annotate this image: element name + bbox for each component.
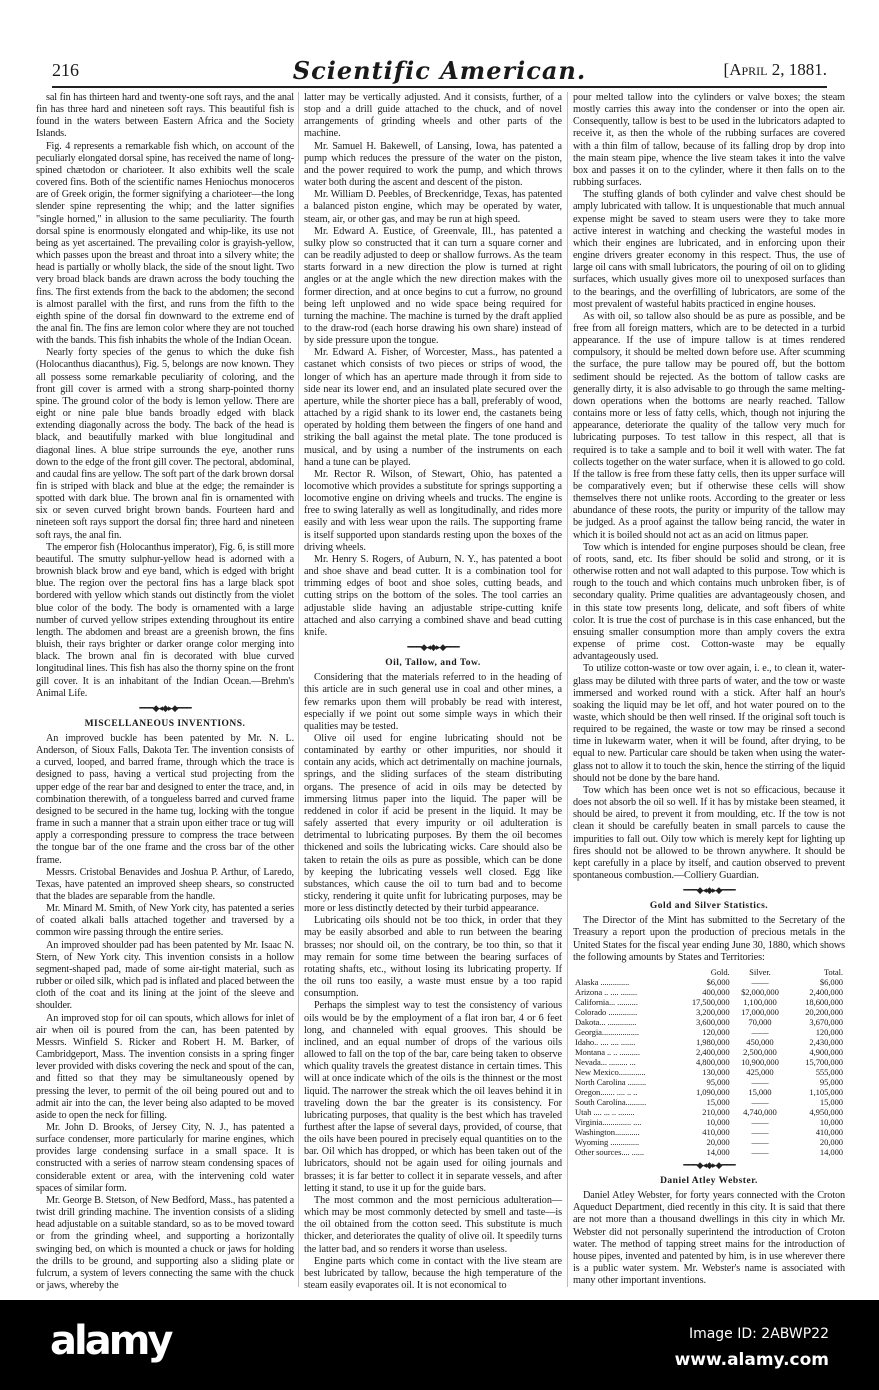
column-header: Gold. bbox=[710, 966, 730, 977]
table-row bbox=[573, 997, 845, 1007]
paragraph: Mr. John D. Brooks, of Jersey City, N. J., has patented a surface condenser, more particularly for marine engines, which provides large condensing surface in a small space. It is constructed with a series of narrow steam condensing spaces of considerable extent or area, with the intervening cold water spaces of similar form. bbox=[36, 1121, 294, 1194]
table-cell: Utah .... ... .. ........ bbox=[575, 1106, 635, 1117]
paragraph: The most common and the most pernicious adulteration—which may be most commonly detected by smell and taste—is the oil obtained from the cotton seed. This substitute is much thicker, and deteriorates the quality of olive oil. It speedily turns the latter bad, and so renders it worse than useless. bbox=[304, 1194, 562, 1255]
table-cell: New Mexico............. bbox=[575, 1066, 646, 1077]
table-cell: California... .......... bbox=[575, 996, 638, 1007]
table-cell: —— bbox=[751, 1096, 769, 1107]
table-cell: 17,500,000 bbox=[691, 996, 730, 1007]
table-cell: 1,090,000 bbox=[696, 1086, 730, 1097]
table-row bbox=[573, 987, 845, 997]
table-row bbox=[573, 1087, 845, 1097]
watermark-footer bbox=[0, 1300, 879, 1390]
table-cell: 10,900,000 bbox=[741, 1056, 779, 1067]
ornament-divider: ━━━◆◂◆▸◆━━━ bbox=[407, 642, 459, 653]
table-cell: —— bbox=[751, 1076, 769, 1087]
column-header bbox=[573, 967, 675, 977]
paragraph: Engine parts which come in contact with the live steam are best lubricated by tallow, because the high temperature of the steam easily evaporates oil. It is not economical to bbox=[304, 1255, 562, 1291]
table-cell: Georgia.................. bbox=[575, 1026, 639, 1037]
table-cell: Dakota... .............. bbox=[575, 1016, 637, 1027]
column-divider bbox=[298, 92, 299, 1287]
table-row bbox=[573, 1117, 845, 1127]
page-number: 216 bbox=[52, 60, 79, 80]
table-cell: 14,000 bbox=[706, 1146, 730, 1157]
table-cell: Wyoming .............. bbox=[575, 1136, 640, 1147]
table-cell: $6,000 bbox=[819, 976, 843, 987]
table-cell: 400,000 bbox=[702, 986, 730, 997]
paragraph: Tow which has been once wet is not so efficacious, because it does not absorb the oil so well. If it has by mistake been steamed, it should be aired, to prevent it from moulding, etc. If the tow is not clean it should be carefully beaten in small parcels to cause the impurities to fall out. Oily tow which is merely kept for lighting up fires should not be allowed to be thrown anywhere. It should be kept carefully in a place by itself, and caution observed to prevent spontaneous combustion.—Colliery Guardian. bbox=[573, 784, 845, 881]
table-cell: 95,000 bbox=[706, 1076, 730, 1087]
table-cell: —— bbox=[751, 1136, 769, 1147]
paragraph: To utilize cotton-waste or tow over again, i. e., to clean it, water-glass may be diluted with three parts of water, and the tow or waste immersed and worked round with a stick. After half an hour's soaking the liquid may be let off, and hot water poured on to the waste, which should be then well rinsed. If the original soft touch is required to be regained, the waste or tow may be rinsed a second time in lukewarm water, when it will be found, after drying, to be equal to new. Particular care should be taken when using the water-glass not to allow it to touch the skin, hence the stirring of the liquid should not be done by the bare hand. bbox=[573, 663, 845, 784]
table-row bbox=[573, 1057, 845, 1067]
table-cell: 20,000 bbox=[819, 1136, 843, 1147]
table-cell: 15,000 bbox=[748, 1086, 772, 1097]
table-cell: 3,200,000 bbox=[696, 1006, 730, 1017]
table-row bbox=[573, 1007, 845, 1017]
paragraph: Olive oil used for engine lubricating should not be contaminated by earthy or other impurities, nor should it contain any acids, which act detrimentally on machine journals, springs, and the sliding surfaces of the steam distributing organs. The presence of acid in oils may be detected by immersing litmus paper into the liquid. The paper will be reddened in color if acid be present in the liquid. It may be safely asserted that every impurity or oil adulteration is detrimental to lubricating purposes. By them the oil becomes thickened and soils the lubricating wicks. Care should also be taken to retain the oils as pure as possible, which can be done by keeping the lubricating vessels well closed. Egg like substances, which cause the oil to turn bad and to become sticky, rendering it quite unfit for lubricating purposes, may be more or less distinctly detected by their turbid appearance. bbox=[304, 732, 562, 915]
ornament-divider: ━━━◆◂◆▸◆━━━ bbox=[683, 885, 735, 896]
table-cell: 410,000 bbox=[702, 1126, 730, 1137]
paragraph: Lubricating oils should not be too thick, in order that they may be easily absorbed and able to run between the bearing brasses; nor should oil, on the contrary, be too thin, so that it may remain for some time between the bearing surfaces of rotating shafts, etc., without losing its lubricating property. If the oil runs too easily, a waste must ensue by a too rapid consumption. bbox=[304, 915, 562, 1000]
table-row bbox=[573, 1017, 845, 1027]
paragraph: Mr. Edward A. Eustice, of Greenvale, Ill., has patented a sulky plow so constructed that it can turn a square corner and can be readily adjusted to deep or shallow furrows. As the team starts forward in a new direction the plow is turned at right angles or at the angle which the new direction makes with the former direction, and at once begins to cut a furrow, no ground being left unplowed and no wide space being required for turning the machine. The machine is turned by the draft applied to the draw-rod (each horse drawing his own share) instead of by side pressure upon the tongue. bbox=[304, 225, 562, 347]
table-cell: 70,000 bbox=[748, 1016, 772, 1027]
paragraph: As with oil, so tallow also should be as pure as possible, and be free from all foreign matters, which are to be detected in a turbid appearance. If the use of impure tallow is at times rendered compulsory, it should be melted down before use. After scumming the surface, the pure tallow may be poured off, but the bottom sediment should be rejected. As the bottom of tallow casks are generally dirty, it is also advisable to go through the same melting-down operations when the bottoms are nearly reached. Tallow contains more or less of fatty cells, which, though not injuring the appearance, deteriorate the quality of the tallow very much for lubricating purposes. To test tallow in this respect, all that is required is to take a sample and to boil it well with water. The fat collects together on the water surface, when it is allowed to go cold. If the tallow is free from these fatty cells, then its upper surface will be comparatively even; but if otherwise these cells will show themselves there not unlike roots. According to the greater or less abundance of these roots, the purity or impurity of the tallow may be judged. As a proof against the tallow being rancid, the water in which it is boiled should not act as an acid on litmus paper. bbox=[573, 310, 845, 541]
table-cell: 17,000,000 bbox=[741, 1006, 779, 1017]
paragraph: Perhaps the simplest way to test the consistency of various oils would be by the employment of a flat iron bar, 4 or 6 feet long, and channeled with equal grooves. This should be inclined, and an equal number of drops of the various oils allowed to fall on the top of the bar, care being taken to observe which quality travels the greatest distance in certain times. This will at once indicate which of the oils is the thinnest or the most liquid. The narrower the streak which the oil leaves behind it in traveling down the bar the greater is its consistency. For lubricating purposes, that quality is the best which has traveled furthest after the lapse of several days, provided, of course, that the oils have been poured in precisely equal quantities on to the bar. Oil which has dropped, or which has been taken out of the lubricators, should not be again used for oiling journals and brasses; it is far better to collect it in separate vessels, and after letting it stand, to use it up for the guide bars. bbox=[304, 1000, 562, 1194]
paragraph: Mr. Minard M. Smith, of New York city, has patented a series of coated alkali balls attached together and traversed by a common wire passing through the entire series. bbox=[36, 903, 294, 939]
column-3 bbox=[573, 92, 845, 1287]
table-row bbox=[573, 1027, 845, 1037]
image-id: Image ID: 2ABWP22 bbox=[688, 1326, 829, 1342]
table-cell: 15,700,000 bbox=[805, 1056, 843, 1067]
table-cell: 2,400,000 bbox=[809, 986, 843, 997]
table-cell: Alaska .............. bbox=[575, 976, 630, 987]
column-2 bbox=[304, 92, 562, 1292]
table-cell: 1,105,000 bbox=[809, 1086, 843, 1097]
table-cell: 120,000 bbox=[702, 1026, 730, 1037]
table-cell: 1,980,000 bbox=[696, 1036, 730, 1047]
table-cell: South Carolina.......... bbox=[575, 1096, 647, 1107]
table-row bbox=[573, 1047, 845, 1057]
ornament-divider: ━━━◆◂◆▸◆━━━ bbox=[139, 702, 191, 713]
table-cell: 2,400,000 bbox=[696, 1046, 730, 1057]
paragraph: Mr. George B. Stetson, of New Bedford, Mass., has patented a twist drill grinding machine. The invention consists of a sliding head adjustable on a suitable standard, so as to be moved toward or from the grinding wheel, and supporting a horizontally swinging bed, on which is mounted a chuck or jaws for holding the drills to be ground, and supporting also a sliding plate or fulcrum, a system of levers connecting the same with the chuck or jaws, whereby the bbox=[36, 1194, 294, 1291]
table-cell: Nevada... ......... ... bbox=[575, 1056, 636, 1067]
paragraph: The stuffing glands of both cylinder and valve chest should be amply lubricated with tallow. It is unquestionable that much annual expense might be saved to steam users were they to take more active interest in watching and checking the wasteful modes in which their engines are lubricated, and in enforcing upon their engine drivers greater economy in this respect. Thus, the use of large oil cans with small lubricators, the pouring of oil on to gliding surfaces, which usually gives more oil to unexposed surfaces than to the bearings, and the overfilling of lubricators, are some of the most prevalent of wasteful habits practiced in engine houses. bbox=[573, 189, 845, 310]
table-cell: —— bbox=[751, 1026, 769, 1037]
table-cell: 410,000 bbox=[815, 1126, 843, 1137]
table-cell: Idaho.. .... .... ....... bbox=[575, 1036, 636, 1047]
table-cell: 20,000 bbox=[706, 1136, 730, 1147]
table-row bbox=[573, 1107, 845, 1117]
table-cell: 20,200,000 bbox=[805, 1006, 843, 1017]
paragraph: Mr. William D. Peebles, of Breckenridge, Texas, has patented a balanced piston engine, which may be operated by water, steam, air, or other gas, and may be run at high speed. bbox=[304, 189, 562, 225]
table-cell: North Carolina ......... bbox=[575, 1076, 647, 1087]
paragraph: sal fin has thirteen hard and twenty-one soft rays, and the anal fin has three hard and nineteen soft rays. This beautiful fish is found in the waters between Eastern Africa and the Society Islands. bbox=[36, 92, 294, 140]
paragraph: Considering that the materials referred to in the heading of this article are in such general use in coal and other mines, a few remarks upon them will probably be read with interest, especially if we point out some simple ways in which their qualities may be tested. bbox=[304, 672, 562, 732]
column-header: Silver. bbox=[749, 966, 771, 977]
table-cell: 10,000 bbox=[819, 1116, 843, 1127]
table-cell: 3,600,000 bbox=[696, 1016, 730, 1027]
table-cell: 210,000 bbox=[702, 1106, 730, 1117]
gold-silver-table bbox=[573, 967, 845, 1157]
table-cell: 4,900,000 bbox=[809, 1046, 843, 1057]
table-cell: 3,670,000 bbox=[809, 1016, 843, 1027]
table-cell: Oregon....... .... .. .. bbox=[575, 1086, 638, 1097]
table-cell: Washington............ bbox=[575, 1126, 640, 1137]
paragraph: Mr. Henry S. Rogers, of Auburn, N. Y., has patented a boot and shoe shave and bead cutter. It is a combination tool for trimming edges of boot and shoe soles, cutting beads, and cutting strips on the bottom of the soles. The tool carries an adjustable slide having an adjustable stripe-cutting knife attached and also carrying a combined shave and bead cutting knife. bbox=[304, 553, 562, 638]
paragraph: latter may be vertically adjusted. And it consists, further, of a stop and a drill guide attached to the chuck, and of novel arrangements of grinding wheels and other parts of the machine. bbox=[304, 92, 562, 140]
table-cell: 4,800,000 bbox=[696, 1056, 730, 1067]
section-heading: MISCELLANEOUS INVENTIONS. bbox=[84, 718, 246, 729]
table-row bbox=[573, 1127, 845, 1137]
table-cell: Arizona .. .... ........ bbox=[575, 986, 638, 997]
page-header bbox=[52, 56, 827, 84]
header-rule bbox=[52, 86, 827, 88]
table-cell: —— bbox=[751, 976, 769, 987]
table-row bbox=[573, 1077, 845, 1087]
paragraph: An improved stop for oil can spouts, which allows for inlet of air when oil is poured from the can, has been patented by Messrs. Winfield S. Ricker and Robert H. M. Barker, of Cambridgeport, Mass. The invention consists in a spring finger lever provided with disks covering the neck and spout of the can, and fitted so that they may be simultaneously opened by pressing the lever, to permit of the oil being poured out and to admit air into the can, the lever being also adapted to be moved aside to open the neck for filling. bbox=[36, 1012, 294, 1121]
table-cell: 2,500,000 bbox=[743, 1046, 777, 1057]
table-cell: 2,430,000 bbox=[809, 1036, 843, 1047]
table-cell: 15,000 bbox=[706, 1096, 730, 1107]
column-1 bbox=[36, 92, 294, 1292]
paragraph: Mr. Samuel H. Bakewell, of Lansing, Iowa, has patented a pump which reduces the pressure of the water on the piston, and the power required to work the pump, and which throws water both during the ascent and descent of the piston. bbox=[304, 140, 562, 189]
paragraph: An improved buckle has been patented by Mr. N. L. Anderson, of Sioux Falls, Dakota Ter. The invention consists of a curved, looped, and barred frame, through which the trace is designed to pass, having a vertical stud projecting from the upper edge of the rear bar and designed to enter the trace, and, in combination therewith, of a tongueless barred and curved frame designed to be secured in the hame tug, locking with the tongue frame in such a manner that a strain upon either trace or tug will apply a corresponding pressure to compress the trace between the tongue bar of the one frame and the cross bar of the other frame. bbox=[36, 732, 294, 866]
table-cell: 4,740,000 bbox=[743, 1106, 777, 1117]
table-cell: 10,000 bbox=[706, 1116, 730, 1127]
table-cell: Other sources.... ...... bbox=[575, 1146, 644, 1157]
paragraph: pour melted tallow into the cylinders or valve boxes; the steam mostly carries this away into the condenser or into the open air. Consequently, tallow is best to be used in the lubricators adapted to receive it, as then the whole of the rubbing surfaces are covered with a thin film of tallow, because of its falling drop by drop into the main steam pipe, whence the live steam takes it into the valve box and passes it on to the cylinder, where it then falls on to the rubbing surfaces. bbox=[573, 92, 845, 189]
table-cell: 4,950,000 bbox=[809, 1106, 843, 1117]
paragraph: The emperor fish (Holocanthus imperator), Fig. 6, is still more beautiful. The smutty sulphur-yellow head is adorned with a brownish black brow and eye band, which is edged with bright blue. The region over the pectoral fins has a large black spot bordered with yellow which stands out distinctly from the violet blue color of the body. The body is ornamented with a large number of curved yellow stripes extending throughout its entire length. The abdomen and breast are a greenish brown, the fins bluish, their rays brighter or darker orange color merging into black. The brown anal fin is decorated with blue curved longitudinal lines. This fish has also the thorny spine on the front gill cover. It is an inhabitant of the Indian Ocean.—Brehm's Animal Life. bbox=[36, 541, 294, 699]
site-url: www.alamy.com bbox=[674, 1350, 829, 1370]
table-cell: Virginia.............. .... bbox=[575, 1116, 642, 1127]
table-row bbox=[573, 1137, 845, 1147]
paragraph: Nearly forty species of the genus to which the duke fish (Holocanthus diacanthus), Fig. 5, belongs are now known. They all possess some remarkable peculiarity of coloring, and the front gill cover is armed with a strong sharp-pointed thorny spine. The ground color of the body is lemon yellow. There are eight or nine pale blue bands broadly edged with black extending diagonally across the body. The back of the head is black, and beautifully marked with blue longitudinal and diagonal lines. A blue stripe surrounds the eye, another runs down to the edge of the front gill cover. The pectoral, abdominal, and caudal fins are yellow. The soft part of the dark brown dorsal fin is striped with black and blue at the edge; the remainder is spotted with dark blue. The brown anal fin is ornamented with six or seven curved bright brown bands. Fourteen hard and nineteen soft rays support the dorsal fin; three hard and nineteen soft rays, the anal fin. bbox=[36, 347, 294, 541]
masthead: Scientific American. bbox=[292, 56, 587, 85]
section-heading: Daniel Atley Webster. bbox=[660, 1175, 758, 1186]
paragraph: Daniel Atley Webster, for forty years connected with the Croton Aqueduct Department, died recently in this city. It is said that there are not more than a thousand dwellings in this city in which Mr. Webster did not personally superintend the introduction of Croton water. The method of tapping street mains for the introduction of house pipes, invented and patented by him, is in use wherever there is a public water system. Mr. Webster's name is associated with many other important inventions. bbox=[573, 1190, 845, 1287]
table-row bbox=[573, 1147, 845, 1157]
section-heading: Oil, Tallow, and Tow. bbox=[385, 658, 481, 669]
paragraph: Messrs. Cristobal Benavides and Joshua P. Arthur, of Laredo, Texas, have patented an improved sheep shears, so constructed that the blades are separable from the handle. bbox=[36, 866, 294, 902]
table-cell: Montana .. .. .......... bbox=[575, 1046, 640, 1057]
paragraph: Mr. Rector R. Wilson, of Stewart, Ohio, has patented a locomotive which provides a substitute for springs supporting a locomotive engine on driving wheels and trucks. The engine is free to swing laterally as well as longitudinally, and rides more easily and with less wear upon the rails. The supporting frame is itself supported upon standards resting upon the boxes of the driving wheels. bbox=[304, 468, 562, 553]
paragraph: An improved shoulder pad has been patented by Mr. Isaac N. Stern, of New York city. This invention consists in a hollow segment-shaped pad, made of some air-tight material, such as rubber or oiled silk, which pad is inflated and placed between the cloth of the coat and its lining at the joint of the sleeve and shoulder. bbox=[36, 939, 294, 1012]
paragraph: Tow which is intended for engine purposes should be clean, free of roots, sand, etc. Its fiber should be solid and strong, or it is otherwise rotten and not wall adapted to this purpose. Tow which is rough to the touch and which contains much unbroken fiber, is of secondary quality. Prime qualities are advantageously chosen, and in this state tow presents long, delicate, and soft fibers of white color. It is true the cost of purchase is in this case enhanced, but the ensuing smaller consumption more than amply covers the extra expense of prime cost. Cotton-waste may be equally advantageously used. bbox=[573, 541, 845, 663]
column-divider bbox=[567, 92, 568, 1287]
section-heading: Gold and Silver Statistics. bbox=[649, 901, 769, 912]
table-cell: 15,000 bbox=[819, 1096, 843, 1107]
table-cell: $2,000,000 bbox=[741, 986, 779, 997]
table-row bbox=[573, 977, 845, 987]
paragraph: Mr. Edward A. Fisher, of Worcester, Mass., has patented a castanet which consists of two pieces or strips of wood, the longer of which has an aperture made through it from side to side near its lower end, and an insulated plate secured over the aperture, while the shorter piece has a ball, preferably of wood, attached by a rigid shank to its lower end, the castanets being operated by holding them between the fingers of one hand and striking the ball against the metal plate. The tone produced is musical, and by using a number of the instruments on each hand a tune can be played. bbox=[304, 347, 562, 468]
table-cell: 1,100,000 bbox=[743, 996, 777, 1007]
table-row bbox=[573, 1037, 845, 1047]
table-cell: 130,000 bbox=[702, 1066, 730, 1077]
table-cell: 14,000 bbox=[819, 1146, 843, 1157]
table-row bbox=[573, 1097, 845, 1107]
table-header-row bbox=[573, 967, 845, 977]
table-cell: 425,000 bbox=[746, 1066, 774, 1077]
table-cell: —— bbox=[751, 1146, 769, 1157]
table-cell: 95,000 bbox=[819, 1076, 843, 1087]
table-cell: 450,000 bbox=[746, 1036, 774, 1047]
column-header: Total. bbox=[823, 966, 843, 977]
ornament-divider: ━━━◆◂◆▸◆━━━ bbox=[683, 1159, 735, 1170]
table-cell: 120,000 bbox=[815, 1026, 843, 1037]
table-cell: —— bbox=[751, 1126, 769, 1137]
table-cell: 555,000 bbox=[815, 1066, 843, 1077]
issue-date: [April 2, 1881. bbox=[723, 60, 827, 79]
table-cell: 18,600,000 bbox=[805, 996, 843, 1007]
paragraph: The Director of the Mint has submitted to the Secretary of the Treasury a report upon the production of precious metals in the United States for the fiscal year ending June 30, 1880, which shows the following amounts by States and Territories: bbox=[573, 915, 845, 963]
table-cell: Colorado .............. bbox=[575, 1006, 638, 1017]
table-cell: —— bbox=[751, 1116, 769, 1127]
paragraph: Fig. 4 represents a remarkable fish which, on account of the peculiarly elongated dorsal spine, has received the name of long-spined chætodon or charioteer. It also exhibits well the scale covered fins. Both of the scientific names Heniochus monoceros are of Greek origin, the former signifying a charioteer—the long slender spine representing the whip; and the latter signifies "single horned," in allusion to the same peculiarity. The fourth dorsal spine is enormously elongated and whip-like, its use not being as yet ascertained. The prevailing color is grayish-yellow, which passes upon the breast and throat into a silvery white; the head is partially or wholly black, the side of the snout light. Two very broad black bands are drawn across the body touching the fins. The first extends from the back to the abdomen; the second is almost parallel with the first, and runs from the fifth to the eighth spine of the dorsal fin downward to the extreme end of the anal fin. The fins are lemon color where they are not touched with the bands. This fish inhabits the whole of the Indian Ocean. bbox=[36, 140, 294, 347]
table-cell: $6,000 bbox=[706, 976, 730, 987]
alamy-logo: alamy bbox=[50, 1318, 171, 1364]
table-row bbox=[573, 1067, 845, 1077]
